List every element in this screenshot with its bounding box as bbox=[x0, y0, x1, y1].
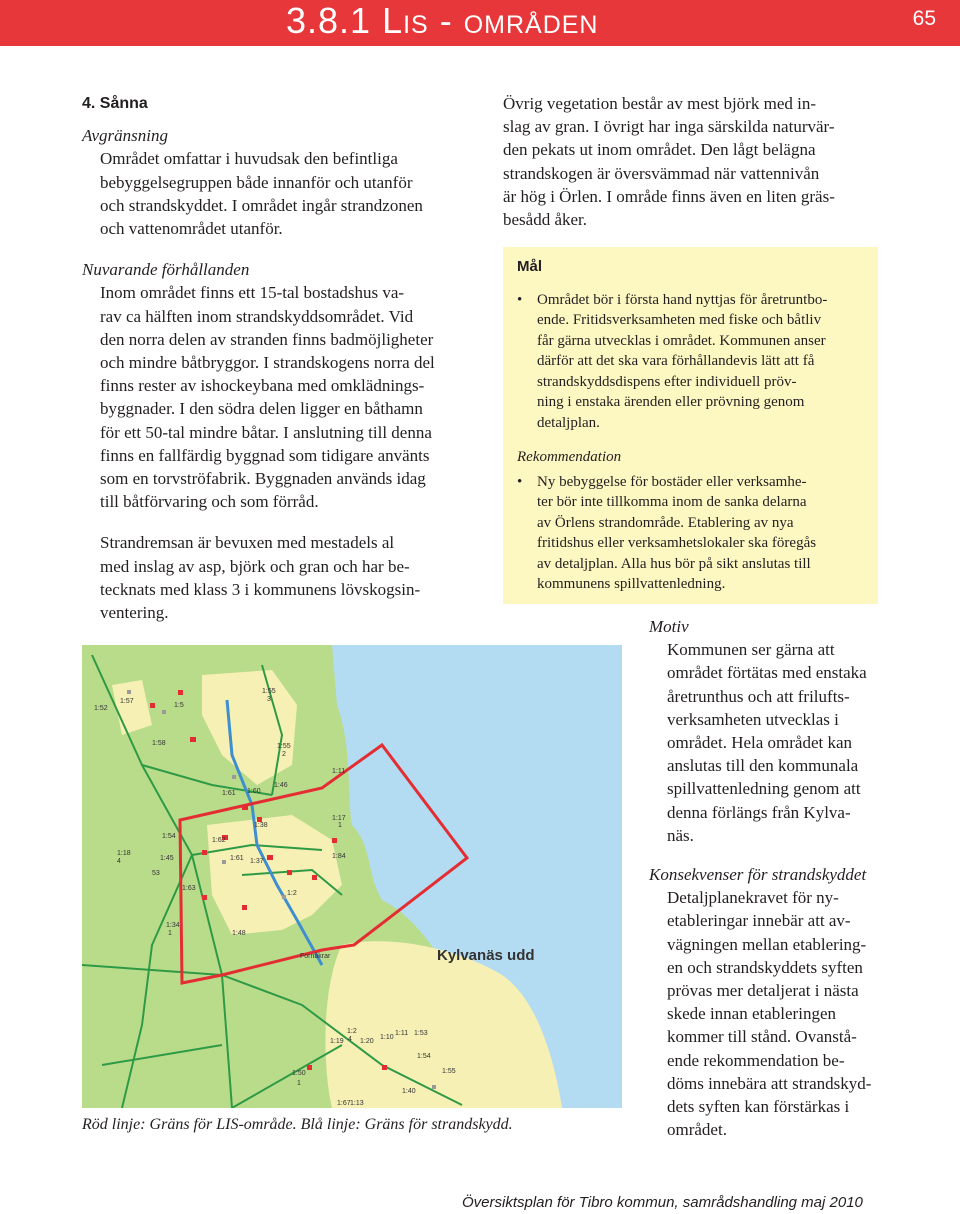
parcel-label: 1:11 bbox=[332, 768, 346, 775]
text-line: ning i enstaka ärenden eller prövning genom bbox=[537, 394, 805, 410]
section-title: 4. Sånna bbox=[82, 95, 148, 112]
text-line: Strandremsan är bevuxen med mestadels al bbox=[100, 533, 395, 553]
parcel-label: 1:54 bbox=[162, 833, 176, 840]
parcel-label: 1:40 bbox=[402, 1088, 416, 1095]
text-line: ventering. bbox=[100, 603, 169, 623]
area-map bbox=[82, 645, 622, 1108]
parcel-label: 1 bbox=[297, 1080, 301, 1087]
text-line: slag av gran. I övrigt har inga särskilda naturvär- bbox=[503, 117, 835, 137]
text-line: är hög i Örlen. I område finns även en liten gräs- bbox=[503, 186, 835, 206]
text-line: tecknats med klass 3 i kommunens lövskogsin- bbox=[100, 579, 421, 599]
text-line: finns en fallfärdig byggnad som tidigare använts bbox=[100, 445, 430, 465]
parcel-label: 4 bbox=[348, 1036, 352, 1043]
recommendation-heading: Rekommendation bbox=[517, 449, 622, 465]
text-line: • Området bör i första hand nyttjas för åretruntbo- bbox=[537, 291, 828, 308]
text-line: byggnader. I den södra delen ligger en båthamn bbox=[100, 399, 423, 419]
avgransning-heading: Avgränsning bbox=[82, 126, 168, 146]
konsekvenser-section bbox=[649, 863, 879, 1141]
right-column bbox=[503, 92, 879, 231]
map-graphic bbox=[82, 645, 622, 1108]
text-line: den pekats ut inom området. Den lågt belägna bbox=[503, 140, 816, 160]
parcel-label: 1:84 bbox=[332, 853, 346, 860]
parcel-label: 1:67 bbox=[337, 1100, 351, 1107]
konsekvenser-text bbox=[649, 886, 879, 1141]
motiv-section bbox=[649, 615, 879, 847]
parcel-label: 1:38 bbox=[254, 822, 268, 829]
text-line: Detaljplanekravet för ny- bbox=[667, 888, 839, 908]
chapter-header bbox=[0, 0, 960, 46]
text-line: • Ny bebyggelse för bostäder eller verksamhe- bbox=[537, 473, 807, 490]
place-label-fornakrar: Fornåkrar bbox=[300, 953, 331, 960]
text-line: till båtförvaring och som förråd. bbox=[100, 492, 319, 512]
motiv-text bbox=[649, 638, 879, 847]
text-line: av detaljplan. Alla hus bör på sikt anslutas till bbox=[537, 555, 811, 572]
place-label-kylvanas: Kylvanäs udd bbox=[437, 947, 535, 964]
vegetation-text bbox=[503, 92, 879, 231]
text-line: detaljplan. bbox=[537, 414, 600, 431]
chapter-title: 3.8.1 Lis - områden bbox=[286, 0, 599, 41]
parcel-label: 1:34 bbox=[166, 922, 180, 929]
text-line: verksamheten utvecklas i bbox=[667, 709, 839, 729]
goal-box bbox=[503, 247, 878, 604]
text-line: rav ca hälften inom strandskyddsområdet. Vid bbox=[100, 306, 414, 326]
parcel-label: 1:61 bbox=[230, 855, 244, 862]
nuvarande-text bbox=[82, 281, 462, 513]
text-line: denna förlängs från Kylva- bbox=[667, 802, 851, 822]
parcel-label: 1:61 bbox=[222, 790, 236, 797]
parcel-label: 1:18 bbox=[117, 850, 131, 857]
strandremsan-text bbox=[82, 531, 462, 624]
spacer bbox=[82, 513, 462, 531]
parcel-label: 4 bbox=[117, 858, 121, 865]
text-line: döms innebära att strandskyd- bbox=[667, 1073, 872, 1093]
avgransning-text bbox=[82, 147, 462, 240]
parcel-label: 1 bbox=[168, 930, 172, 937]
text-line: strandskogen är översvämmad när vattennivån bbox=[503, 163, 820, 183]
text-line: etableringar innebär att av- bbox=[667, 911, 851, 931]
parcel-label: 1:62 bbox=[212, 837, 226, 844]
parcel-label: 1:13 bbox=[350, 1100, 364, 1107]
parcel-label: 1 bbox=[338, 822, 342, 829]
text-line: får gärna utvecklas i området. Kommunen anser bbox=[537, 332, 826, 349]
text-line: den norra delen av stranden finns badmöjligheter bbox=[100, 329, 434, 349]
text-line: kommunens spillvattenledning. bbox=[537, 576, 726, 592]
text-line: Kommunen ser gärna att bbox=[667, 640, 835, 660]
text-line: fritidshus eller verksamhetslokaler ska föregås bbox=[537, 535, 817, 551]
parcel-label: 1:5 bbox=[174, 702, 184, 709]
text-line: Övrig vegetation består av mest björk med in- bbox=[503, 94, 816, 113]
text-line: bebyggelsegruppen både innanför och utanför bbox=[100, 172, 413, 192]
page-footer: Översiktsplan för Tibro kommun, samrådshandling maj 2010 bbox=[462, 1194, 863, 1211]
text-line: området förtätas med enstaka bbox=[667, 663, 867, 683]
parcel-label: 1:58 bbox=[152, 740, 166, 747]
parcel-label: 1:10 bbox=[380, 1034, 394, 1041]
text-line: kommer till stånd. Ovanstå- bbox=[667, 1027, 857, 1047]
text-line: området. Hela området kan bbox=[667, 733, 853, 753]
parcel-label: 1:50 bbox=[292, 1070, 306, 1077]
text-line: som en torvströfabrik. Byggnaden används idag bbox=[100, 469, 426, 489]
parcel-label: 1:57 bbox=[120, 698, 134, 705]
text-line: ende rekommendation be- bbox=[667, 1050, 845, 1070]
parcel-label: 1:17 bbox=[332, 815, 346, 822]
parcel-label: 1:60 bbox=[247, 788, 261, 795]
motiv-heading: Motiv bbox=[649, 617, 689, 636]
parcel-label: 1:54 bbox=[417, 1053, 431, 1060]
goal-bullet bbox=[517, 290, 864, 434]
parcel-label: 1:52 bbox=[94, 705, 108, 712]
parcel-label: 1:2 bbox=[287, 890, 297, 897]
text-line: näs. bbox=[667, 825, 694, 845]
konsekvenser-heading: Konsekvenser för strandskyddet bbox=[649, 865, 867, 884]
parcel-label: 1:55 bbox=[442, 1068, 456, 1075]
text-line: av Örlens strandområde. Etablering av nya bbox=[537, 514, 794, 531]
text-line: ende. Fritidsverksamheten med fiske och båtliv bbox=[537, 312, 822, 328]
parcel-label: 1:63 bbox=[182, 885, 196, 892]
text-line: besådd åker. bbox=[503, 210, 588, 230]
text-line: med inslag av asp, björk och gran och har be- bbox=[100, 556, 410, 576]
parcel-label: 1:48 bbox=[232, 930, 246, 937]
text-line: åretrunthus och att frilufts- bbox=[667, 686, 850, 706]
parcel-label: 2 bbox=[282, 751, 286, 758]
text-line: dets syften kan förstärkas i bbox=[667, 1097, 850, 1117]
text-line: därför att det ska vara förhållandevis lätt att få bbox=[537, 353, 815, 369]
text-line: vägningen mellan etablering- bbox=[667, 934, 867, 954]
parcel-label: 1:11 bbox=[395, 1030, 409, 1037]
text-line: och mindre båtbryggor. I strandskogens norra del bbox=[100, 353, 435, 373]
page-number: 65 bbox=[912, 7, 936, 30]
text-line: området. bbox=[667, 1120, 727, 1140]
parcel-label: 1:20 bbox=[360, 1038, 374, 1045]
recommendation-bullet bbox=[517, 472, 864, 595]
text-line: en och strandskyddets syften bbox=[667, 957, 863, 977]
text-line: Området omfattar i huvudsak den befintliga bbox=[100, 149, 398, 169]
spacer bbox=[82, 240, 462, 258]
text-line: för ett 50-tal mindre båtar. I anslutning till denna bbox=[100, 422, 432, 442]
text-line: finns rester av ishockeybana med omklädnings- bbox=[100, 376, 425, 396]
map-caption: Röd linje: Gräns för LIS-område. Blå linje: Gräns för strandskydd. bbox=[82, 1116, 513, 1133]
text-line: spillvattenledning genom att bbox=[667, 779, 861, 799]
parcel-label: 1:53 bbox=[414, 1030, 428, 1037]
parcel-label: 1:46 bbox=[274, 782, 288, 789]
text-line: skede innan etableringen bbox=[667, 1004, 836, 1024]
parcel-label: 1:2 bbox=[347, 1028, 357, 1035]
left-column bbox=[82, 92, 462, 624]
text-line: och vattenområdet utanför. bbox=[100, 219, 283, 239]
parcel-label: 1:37 bbox=[250, 858, 264, 865]
parcel-label: 1:45 bbox=[160, 855, 174, 862]
text-line: Inom området finns ett 15-tal bostadshus va- bbox=[100, 283, 405, 303]
parcel-label: 1:55 bbox=[277, 743, 291, 750]
text-line: och strandskyddet. I området ingår strandzonen bbox=[100, 195, 423, 215]
text-line: strandskyddsdispens efter individuell pröv- bbox=[537, 373, 797, 390]
goal-title: Mål bbox=[517, 258, 543, 275]
parcel-label: 53 bbox=[152, 870, 160, 877]
parcel-label: 1:55 bbox=[262, 688, 276, 695]
nuvarande-heading: Nuvarande förhållanden bbox=[82, 260, 250, 280]
text-line: anslutas till den kommunala bbox=[667, 756, 859, 776]
text-line: prövas mer detaljerat i nästa bbox=[667, 981, 859, 1001]
parcel-label: 1:19 bbox=[330, 1038, 344, 1045]
text-line: ter bör inte tillkomma inom de sanka delarna bbox=[537, 494, 807, 510]
parcel-label: 3 bbox=[267, 696, 271, 703]
